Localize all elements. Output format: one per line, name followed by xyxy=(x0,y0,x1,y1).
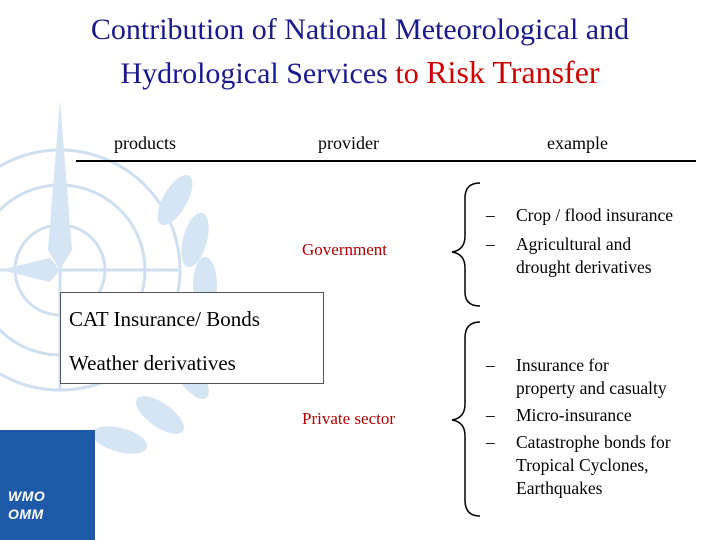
wmo-logo-bar xyxy=(0,430,95,540)
omm-logo-text: OMM xyxy=(8,506,44,522)
title-red-risk-transfer: Risk Transfer xyxy=(426,54,600,90)
bullet-dash: – xyxy=(486,355,495,375)
example-item: – Insurance for property and casualty xyxy=(486,355,667,398)
private-brace xyxy=(452,322,480,516)
bullet-dash: – xyxy=(486,405,495,425)
product-weather-derivatives: Weather derivatives xyxy=(69,351,236,375)
column-header-example: example xyxy=(547,133,608,153)
wmo-logo-text: WMO xyxy=(8,488,46,504)
provider-government: Government xyxy=(302,240,387,259)
provider-private-sector: Private sector xyxy=(302,409,395,428)
slide-title-line2 xyxy=(0,54,720,92)
title-blue-part: Hydrological Services xyxy=(120,57,388,90)
government-brace xyxy=(452,183,480,306)
bullet-dash: – xyxy=(486,432,495,452)
example-item: – Micro-insurance xyxy=(486,405,632,425)
column-header-products: products xyxy=(114,133,176,153)
example-item: – Catastrophe bonds for Tropical Cyclones, Earthquakes xyxy=(486,432,671,498)
bullet-dash: – xyxy=(486,234,495,254)
column-header-provider: provider xyxy=(318,133,379,153)
title-red-to: to xyxy=(395,57,419,90)
private-examples-list xyxy=(486,354,671,500)
slide-title-line1: Contribution of National Meteorological and xyxy=(90,13,630,46)
government-examples-list xyxy=(486,204,673,279)
product-cat-insurance: CAT Insurance/ Bonds xyxy=(69,307,260,331)
header-divider xyxy=(76,160,696,162)
bullet-dash: – xyxy=(486,205,495,225)
example-item: – Crop / flood insurance xyxy=(486,205,673,225)
example-item: – Agricultural and drought derivatives xyxy=(486,234,652,277)
products-box xyxy=(60,292,324,384)
